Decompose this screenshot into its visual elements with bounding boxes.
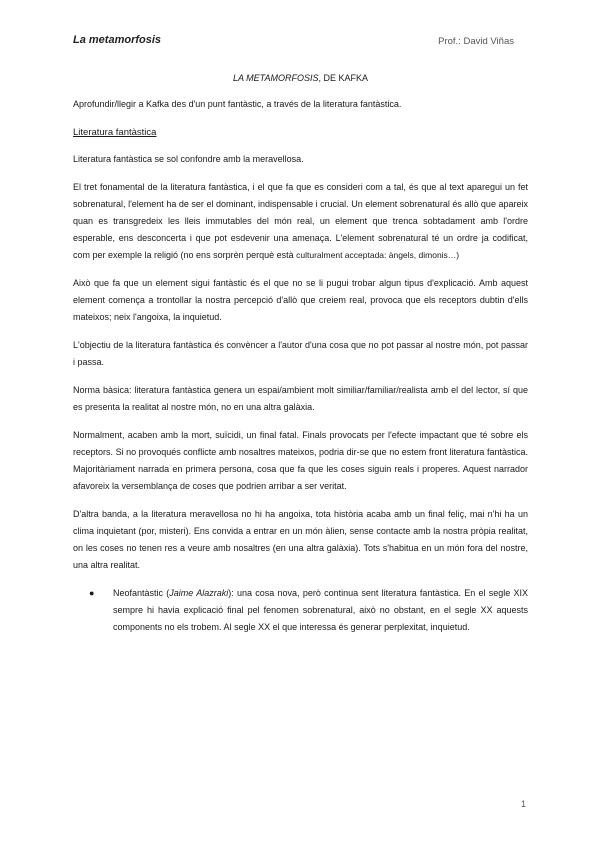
bullet-text-after: ): una cosa nova, però continua sent literatura fantàstica. En el segle XIX sempre hi havia explicació final pel fenomen sobrenatural, això no obstant, en el segle XX aquests components no els trobem. Al segle XX el que interessa és generar perplexitat, inquietud. <box>113 588 529 632</box>
paragraph-2-small: culturalment acceptada: àngels, dimonis…) <box>296 250 460 260</box>
document-body <box>73 70 528 636</box>
paragraph-3: Això que fa que un element sigui fantàstic és el que no se li pugui trobar algun tipus d'explicació. Amb aquest element comença a trontollar la nostra percepció d'allò que creiem real, provoca que els receptors dubtin d'ells mateixos; neix l'angoixa, la inquietud. <box>73 278 528 322</box>
paragraph-6: Normalment, acaben amb la mort, suïcidi, un final fatal. Finals provocats per l'efecte impactant que té sobre els receptors. Si no provoqués conflicte amb nosaltres mateixos, podria dir-se que no estem front literatura fantàstica. Majoritàriament narrada en primera persona, cosa que fa que les coses siguin reals i properes. Aquest narrador afavoreix la versemblança de coses que podrien arribar a ser veritat. <box>73 430 528 491</box>
paragraph-7: D'altra banda, a la literatura meravellosa no hi ha angoixa, tota història acaba amb un final feliç, mai n'hi ha un clima inquietant (por, misteri). Ens convida a entrar en un món àlien, sense contacte amb la nostra pròpia realitat, on les coses no tenen res a veure amb nosaltres (en una altra galàxia). Tots s'habitua en un món fora del nostre, una altra realitat. <box>73 509 528 570</box>
paragraph-1: Literatura fantàstica se sol confondre amb la meravellosa. <box>73 154 304 164</box>
bullet-text-before: Neofantàstic ( <box>113 588 170 598</box>
bullet-dot-icon: ● <box>89 588 95 598</box>
paragraph-2-text: El tret fonamental de la literatura fantàstica, i el que fa que es consideri com a tal, és que al text aparegui un fet sobrenatural, l'element ha de ser el dominant, indispensable i crucial. Un element sobrenatural és allò que apareix quan es transgredeix les lleis immutables del món real, un element que trenca sobtadament amb l'ordre esperable, ens desconcerta i que pot esdevenir una amenaça. L'element sobrenatural té un ordre ja codificat, com per exemple la religió (no ens sorprèn perquè està <box>73 182 528 260</box>
page-number: 1 <box>520 799 526 809</box>
page-title <box>73 70 528 87</box>
title-italic: LA METAMORFOSIS <box>232 73 319 83</box>
paragraph-5: Norma bàsica: literatura fantàstica genera un espai/ambient molt similiar/familiar/realista amb el del lector, sí que es presenta la realitat al nostre món, no en una altra galàxia. <box>73 385 528 412</box>
section-heading: Literatura fantàstica <box>73 127 157 138</box>
intro-paragraph: Aprofundir/llegir a Kafka des d'un punt fantàstic, a través de la literatura fantàstica. <box>73 99 402 109</box>
header-author: Prof.: David Viñas <box>438 36 514 47</box>
paragraph-4: L'objectiu de la literatura fantàstica és convèncer a l'autor d'una cosa que no pot passar al nostre món, pot passar i passa. <box>73 340 528 367</box>
paragraph-2 <box>73 179 528 264</box>
list-item <box>73 585 528 636</box>
bullet-text-italic: Jaime Alazraki <box>169 588 229 598</box>
bullet-list <box>73 585 528 636</box>
title-rest: , DE KAFKA <box>318 73 369 83</box>
header-doc-title: La metamorfosis <box>73 34 162 46</box>
